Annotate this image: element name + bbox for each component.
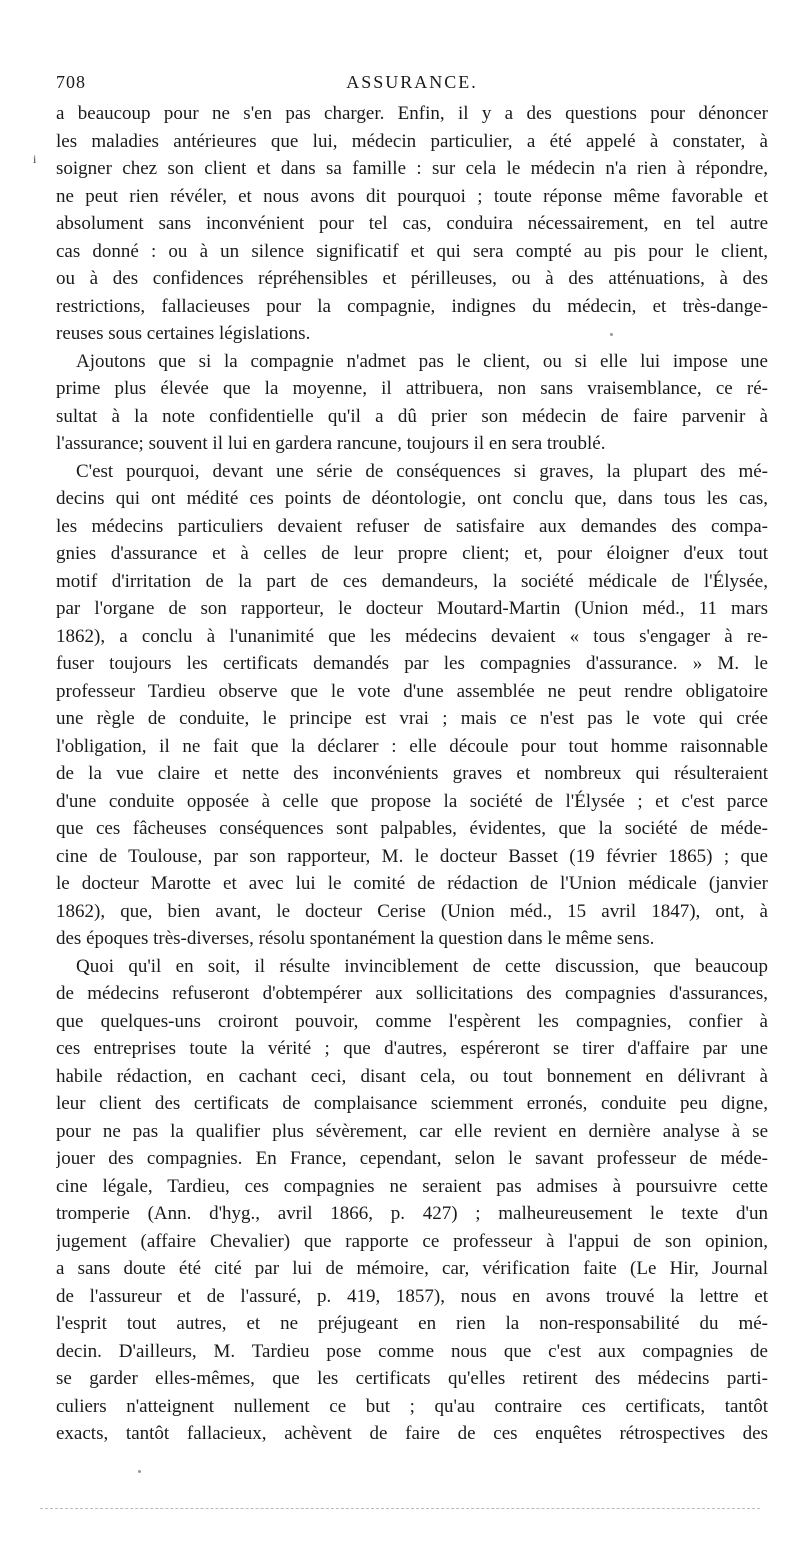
- text-line: a sans doute été cité par lui de mémoire, car, vérification faite (Le Hir, Journal: [56, 1258, 768, 1279]
- text-line: fuser toujours les certificats demandés par les compagnies d'assurance. » M. le: [56, 653, 768, 674]
- text-line: par l'organe de son rapporteur, le docteur Moutard-Martin (Union méd., 11 mars: [56, 598, 768, 619]
- text-line: pour ne pas la qualifier plus sévèrement, car elle revient en dernière analyse à se: [56, 1120, 768, 1142]
- text-line: prime plus élevée que la moyenne, il attribuera, non sans vraisemblance, ce ré-: [56, 378, 768, 399]
- footer-rule: [40, 1508, 760, 1509]
- text-line: a beaucoup pour ne s'en pas charger. Enfin, il y a des questions pour dénoncer: [56, 103, 768, 124]
- text-line: ces entreprises toute la vérité ; que d'autres, espéreront se tirer d'affaire par une: [56, 1038, 768, 1059]
- body-text: [56, 100, 768, 1448]
- text-line: le docteur Marotte et avec lui le comité de rédaction de l'Union médicale (janvier: [56, 873, 768, 894]
- text-line: Ajoutons que si la compagnie n'admet pas le client, ou si elle lui impose une: [76, 350, 768, 372]
- print-speck: [138, 1470, 141, 1473]
- text-line: culiers n'atteignent nullement ce but ; qu'au contraire ces certificats, tantôt: [56, 1395, 768, 1417]
- text-line: de la vue claire et nette des inconvénients graves et nombreux qui résulteraient: [56, 763, 768, 784]
- text-line: gnies d'assurance et à celles de leur propre client; et, pour éloigner d'eux tout: [56, 543, 768, 564]
- text-line: Quoi qu'il en soit, il résulte invinciblement de cette discussion, que beaucoup: [76, 955, 768, 977]
- text-line: les maladies antérieures que lui, médecin particulier, a été appelé à constater, à: [56, 130, 768, 152]
- text-line: de l'assureur et de l'assuré, p. 419, 1857), nous en avons trouvé la lettre et: [56, 1285, 768, 1307]
- text-line: professeur Tardieu observe que le vote d'une assemblée ne peut rendre obligatoire: [56, 680, 768, 702]
- text-line: 1862), que, bien avant, le docteur Cerise (Union méd., 15 avril 1847), ont, à: [56, 900, 768, 922]
- text-line: absolument sans inconvénient pour tel cas, conduira nécessairement, en tel autre: [56, 213, 768, 234]
- text-line: cas donné : ou à un silence significatif et qui sera compté au pis pour le client,: [56, 240, 768, 262]
- text-line: tromperie (Ann. d'hyg., avril 1866, p. 427) ; malheureusement le texte d'un: [56, 1203, 768, 1224]
- print-speck: [610, 333, 613, 336]
- page-number: 708: [56, 72, 86, 92]
- text-line: l'obligation, il ne fait que la déclarer : elle découle pour tout homme raisonnable: [56, 735, 768, 757]
- text-line: ou à des confidences répréhensibles et périlleuses, ou à des atténuations, à des: [56, 268, 768, 289]
- text-line: restrictions, fallacieuses pour la compagnie, indignes du médecin, et très-dange-: [56, 295, 768, 317]
- text-line: que quelques-uns croiront pouvoir, comme l'espèrent les compagnies, confier à: [56, 1010, 768, 1032]
- text-line: 1862), a conclu à l'unanimité que les médecins devaient « tous s'engager à re-: [56, 625, 768, 647]
- text-line: habile rédaction, en cachant ceci, disant cela, ou tout bonnement en délivrant à: [56, 1065, 768, 1087]
- text-line: de médecins refuseront d'obtempérer aux sollicitations des compagnies d'assurances,: [56, 983, 768, 1004]
- text-line: leur client des certificats de complaisance sciemment erronés, conduite peu digne,: [56, 1093, 768, 1114]
- text-line: sultat à la note confidentielle qu'il a dû prier son médecin de faire parvenir à: [56, 405, 768, 427]
- text-line: que ces fâcheuses conséquences sont palpables, évidentes, que la société de méde-: [56, 818, 768, 839]
- margin-mark: i: [33, 152, 37, 166]
- page-header: [56, 72, 768, 98]
- text-line: des époques très-diverses, résolu spontanément la question dans le même sens.: [56, 928, 655, 949]
- text-line: une règle de conduite, le principe est vrai ; mais ce n'est pas le vote qui crée: [56, 708, 768, 729]
- text-line: d'une conduite opposée à celle que propose la société de l'Élysée ; et c'est parce: [56, 790, 768, 812]
- text-line: motif d'irritation de la part de ces demandeurs, la société médicale de l'Élysée,: [56, 570, 768, 592]
- text-line: decins qui ont médité ces points de déontologie, ont conclu que, dans tous les cas,: [56, 488, 768, 509]
- text-line: se garder elles-mêmes, que les certificats qu'elles retirent des médecins parti-: [56, 1368, 768, 1389]
- text-line: exacts, tantôt fallacieux, achèvent de faire de ces enquêtes rétrospectives des: [56, 1423, 768, 1444]
- text-line: decin. D'ailleurs, M. Tardieu pose comme nous que c'est aux compagnies de: [56, 1340, 768, 1362]
- text-line: jugement (affaire Chevalier) que rapporte ce professeur à l'appui de son opinion,: [56, 1230, 768, 1252]
- running-title: ASSURANCE.: [346, 72, 478, 92]
- text-line: jouer des compagnies. En France, cependant, selon le savant professeur de méde-: [56, 1148, 768, 1169]
- text-line: reuses sous certaines législations.: [56, 323, 311, 344]
- text-line: cine de Toulouse, par son rapporteur, M. le docteur Basset (19 février 1865) ; que: [56, 845, 768, 867]
- text-line: soigner chez son client et dans sa famille : sur cela le médecin n'a rien à répondre,: [56, 158, 768, 179]
- text-line: l'assurance; souvent il lui en gardera rancune, toujours il en sera troublé.: [56, 433, 606, 454]
- text-line: les médecins particuliers devaient refuser de satisfaire aux demandes des compa-: [56, 515, 768, 537]
- text-line: l'esprit tout autres, et ne préjugeant en rien la non-responsabilité du mé-: [56, 1313, 768, 1334]
- text-line: C'est pourquoi, devant une série de conséquences si graves, la plupart des mé-: [76, 460, 768, 482]
- text-line: cine légale, Tardieu, ces compagnies ne seraient pas admises à poursuivre cette: [56, 1175, 768, 1197]
- text-line: ne peut rien révéler, et nous avons dit pourquoi ; toute réponse même favorable et: [56, 185, 768, 207]
